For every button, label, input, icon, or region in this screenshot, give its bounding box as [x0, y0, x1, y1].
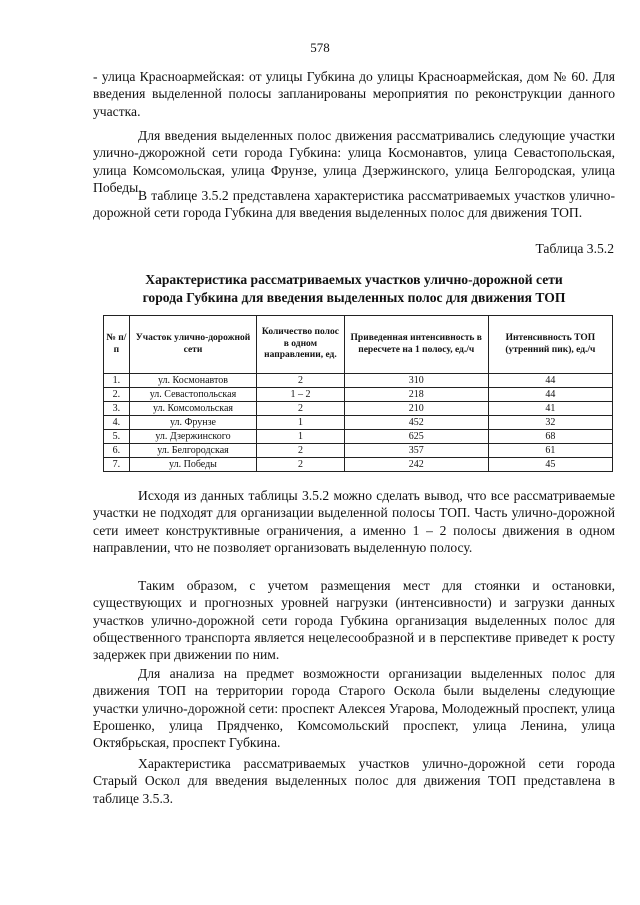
page-number: 578 [310, 40, 330, 55]
cell-intensity: 310 [344, 374, 488, 388]
cell-top-intensity: 45 [488, 458, 612, 472]
cell-lanes: 1 [257, 430, 345, 444]
paragraph-7: Характеристика рассматриваемых участков улично-дорожной сети города Старый Оскол для введения выделенных полос для движения ТОП представлена в таблице 3.5.3. [93, 756, 615, 806]
cell-section: ул. Космонавтов [129, 374, 256, 388]
table-row [104, 402, 613, 416]
paragraph-4: Исходя из данных таблицы 3.5.2 можно сделать вывод, что все рассматриваемые участки не подходят для организации выделенной полосы ТОП. Часть улично-дорожной сети имеет конструктивные ограничения, а именно 1 – 2 полосы движения в одном направлении, что не позволяет организовать выделенную полосу. [93, 488, 615, 555]
paragraph-5: Таким образом, с учетом размещения мест для стоянки и остановки, существующих и прогнозных уровней нагрузки (интенсивности) и загрузки данных участков улично-дорожной сети города Губкина организация выделенных полос для общественного транспорта является нецелесообразной и в перспективе приведет к росту задержек при движении по ним. [93, 578, 615, 663]
table-row [104, 444, 613, 458]
cell-intensity: 242 [344, 458, 488, 472]
header-top-intensity: Интенсивность ТОП (утренний пик), ед./ч [488, 316, 612, 374]
header-intensity: Приведенная интенсивность в пересчете на 1 полосу, ед./ч [344, 316, 488, 374]
cell-top-intensity: 44 [488, 374, 612, 388]
header-section: Участок улично-дорожной сети [129, 316, 256, 374]
cell-lanes: 2 [257, 444, 345, 458]
cell-lanes: 2 [257, 458, 345, 472]
cell-section: ул. Белгородская [129, 444, 256, 458]
cell-number: 6. [104, 444, 130, 458]
table-row [104, 388, 613, 402]
table-title-line-2: города Губкина для введения выделенных полос для движения ТОП [142, 290, 566, 305]
cell-intensity: 210 [344, 402, 488, 416]
cell-section: ул. Победы [129, 458, 256, 472]
paragraph-3: В таблице 3.5.2 представлена характеристика рассматриваемых участков улично-дорожной сети города Губкина для введения выделенных полос для движения ТОП. [93, 188, 615, 221]
cell-number: 4. [104, 416, 130, 430]
paragraph-2: Для введения выделенных полос движения рассматривались следующие участки улично-джорожной сети города Губкина: улица Космонавтов, улица Севастопольская, улица Комсомольская, улица Фрунзе, улица Дзержинского, улица Белгородская, улица Победы. [93, 128, 615, 195]
cell-intensity: 357 [344, 444, 488, 458]
cell-number: 7. [104, 458, 130, 472]
cell-section: ул. Севастопольская [129, 388, 256, 402]
cell-top-intensity: 68 [488, 430, 612, 444]
cell-lanes: 1 – 2 [257, 388, 345, 402]
cell-lanes: 2 [257, 374, 345, 388]
cell-number: 1. [104, 374, 130, 388]
table-row [104, 416, 613, 430]
cell-top-intensity: 44 [488, 388, 612, 402]
table-title [93, 271, 615, 307]
table-header-row [104, 316, 613, 374]
cell-section: ул. Комсомольская [129, 402, 256, 416]
cell-number: 3. [104, 402, 130, 416]
table-row [104, 430, 613, 444]
cell-intensity: 625 [344, 430, 488, 444]
table-row [104, 374, 613, 388]
cell-top-intensity: 41 [488, 402, 612, 416]
header-number: № п/п [104, 316, 130, 374]
table-label: Таблица 3.5.2 [535, 241, 614, 256]
cell-intensity: 218 [344, 388, 488, 402]
cell-lanes: 1 [257, 416, 345, 430]
table-row [104, 458, 613, 472]
cell-intensity: 452 [344, 416, 488, 430]
cell-top-intensity: 61 [488, 444, 612, 458]
cell-number: 5. [104, 430, 130, 444]
paragraph-1: - улица Красноармейская: от улицы Губкина до улицы Красноармейская, дом № 60. Для введения выделенной полосы запланированы мероприятия по реконструкции данного участка. [93, 69, 615, 119]
cell-lanes: 2 [257, 402, 345, 416]
cell-top-intensity: 32 [488, 416, 612, 430]
cell-number: 2. [104, 388, 130, 402]
cell-section: ул. Фрунзе [129, 416, 256, 430]
cell-section: ул. Дзержинского [129, 430, 256, 444]
header-lanes: Количество полос в одном направлении, ед. [257, 316, 345, 374]
paragraph-6: Для анализа на предмет возможности организации выделенных полос для движения ТОП на территории города Старого Оскола были выделены следующие участки улично-дорожной сети: проспект Алексея Угарова, Молодежный проспект, улица Ерошенко, улица Прядченко, Комсомольский проспект, улица Ленина, улица Октябрьская, проспект Губкина. [93, 666, 615, 751]
table-title-line-1: Характеристика рассматриваемых участков улично-дорожной сети [145, 272, 563, 287]
data-table [103, 315, 613, 472]
